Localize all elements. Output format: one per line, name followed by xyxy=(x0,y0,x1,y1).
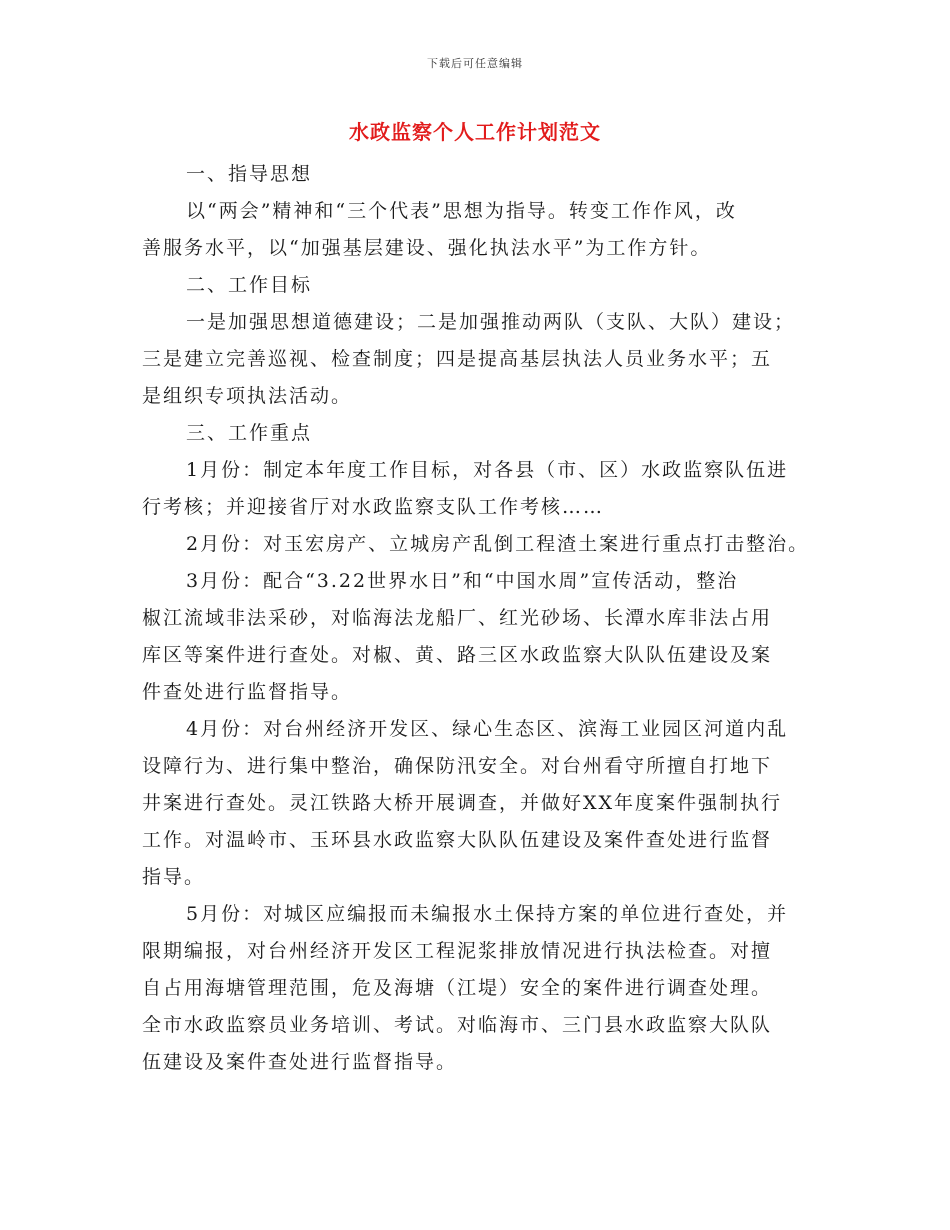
paragraph-line: 1月份：制定本年度工作目标，对各县（市、区）水政监察队伍进 xyxy=(186,459,789,481)
paragraph-line: 以“两会”精神和“三个代表”思想为指导。转变工作作风，改 xyxy=(186,200,737,222)
document-title: 水政监察个人工作计划范文 xyxy=(349,120,601,144)
paragraph-line: 2月份：对玉宏房产、立城房产乱倒工程渣土案进行重点打击整治。 xyxy=(186,533,810,555)
paragraph-line: 椒江流域非法采砂，对临海法龙船厂、红光砂场、长潭水库非法占用 xyxy=(142,607,773,629)
section-heading-guiding-ideology: 一、指导思想 xyxy=(186,163,313,185)
paragraph-line: 4月份：对台州经济开发区、绿心生态区、滨海工业园区河道内乱 xyxy=(186,718,789,740)
paragraph-line: 一是加强思想道德建设；二是加强推动两队（支队、大队）建设； xyxy=(186,311,796,333)
paragraph-line: 5月份：对城区应编报而未编报水土保持方案的单位进行查处，并 xyxy=(186,903,789,925)
paragraph-line: 井案进行查处。灵江铁路大桥开展调查，并做好XX年度案件强制执行 xyxy=(142,792,783,814)
paragraph-line: 伍建设及案件查处进行监督指导。 xyxy=(142,1051,458,1073)
header-note: 下载后可任意编辑 xyxy=(427,57,523,70)
paragraph-line: 善服务水平，以“加强基层建设、强化执法水平”为工作方针。 xyxy=(142,237,712,259)
section-heading-work-goals: 二、工作目标 xyxy=(186,274,313,296)
paragraph-line: 是组织专项执法活动。 xyxy=(142,385,353,407)
paragraph-line: 指导。 xyxy=(142,866,206,888)
section-heading-work-focus: 三、工作重点 xyxy=(186,422,313,444)
paragraph-line: 限期编报，对台州经济开发区工程泥浆排放情况进行执法检查。对擅 xyxy=(142,940,773,962)
paragraph-line: 件查处进行监督指导。 xyxy=(142,681,353,703)
paragraph-line: 行考核；并迎接省厅对水政监察支队工作考核…… xyxy=(142,496,605,518)
paragraph-line: 设障行为、进行集中整治，确保防汛安全。对台州看守所擅自打地下 xyxy=(142,755,773,777)
paragraph-line: 自占用海塘管理范围，危及海塘（江堤）安全的案件进行调查处理。 xyxy=(142,977,773,999)
paragraph-line: 全市水政监察员业务培训、考试。对临海市、三门县水政监察大队队 xyxy=(142,1014,773,1036)
paragraph-line: 3月份：配合“3.22世界水日”和“中国水周”宣传活动，整治 xyxy=(186,570,739,592)
paragraph-line: 工作。对温岭市、玉环县水政监察大队队伍建设及案件查处进行监督 xyxy=(142,829,773,851)
paragraph-line: 三是建立完善巡视、检查制度；四是提高基层执法人员业务水平；五 xyxy=(142,348,773,370)
paragraph-line: 库区等案件进行查处。对椒、黄、路三区水政监察大队队伍建设及案 xyxy=(142,644,773,666)
